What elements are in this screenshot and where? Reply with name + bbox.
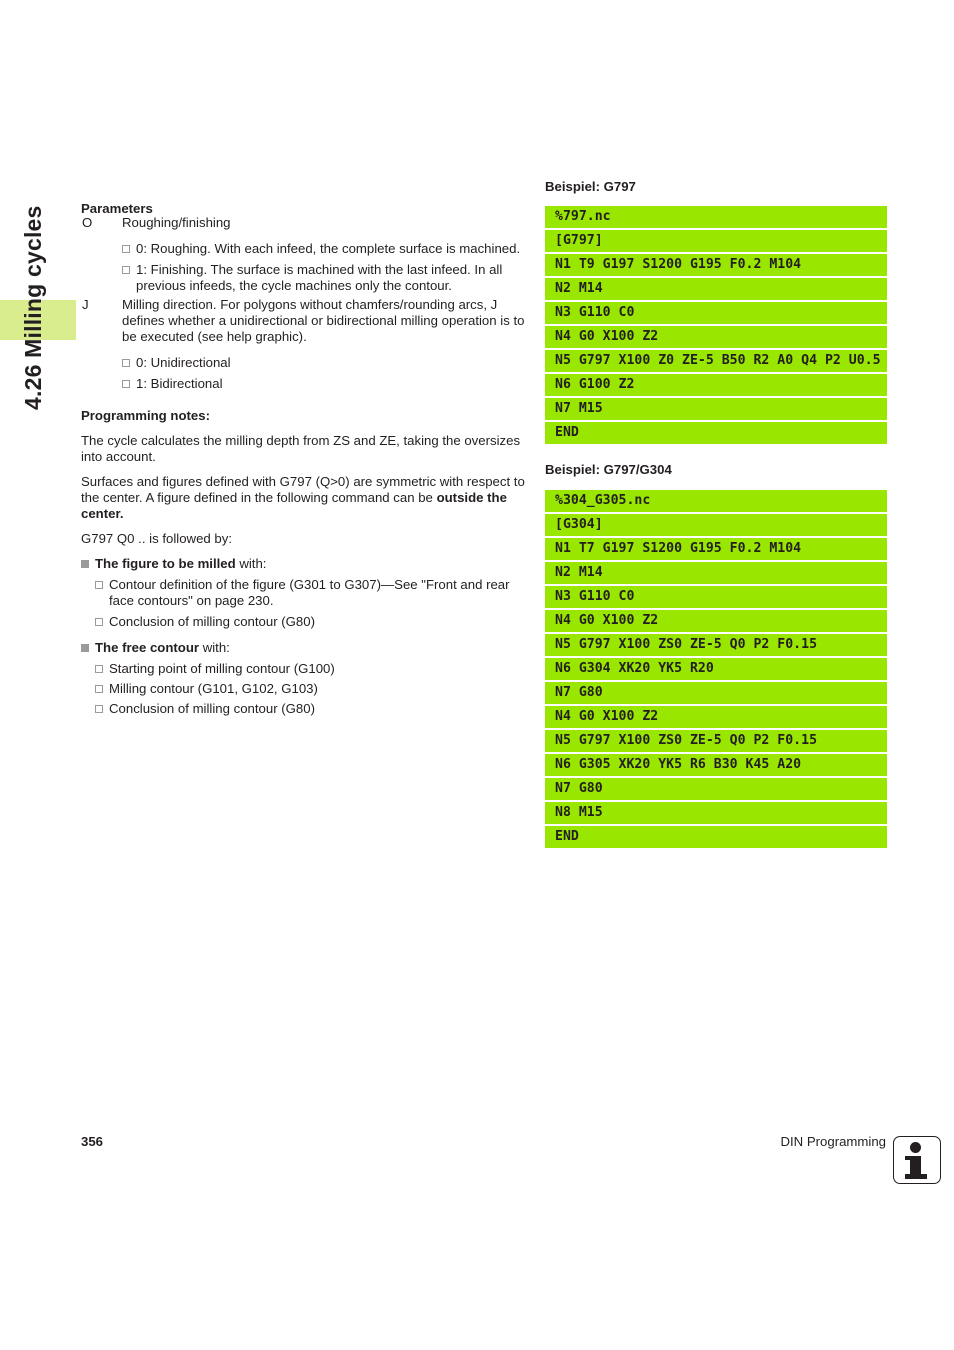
param-key: J — [82, 297, 89, 312]
code-line: N7 G80 — [545, 778, 887, 800]
note-paragraph: Surfaces and figures defined with G797 (Q>0) are symmetric with respect to the center. A figure defined in the following command can be outside the center. — [81, 474, 525, 521]
code-line: N4 G0 X100 Z2 — [545, 706, 887, 728]
bullet-icon — [81, 644, 89, 652]
bullet-icon — [122, 266, 130, 274]
free-contour-sublist — [81, 661, 526, 717]
code-line: N3 G110 C0 — [545, 302, 887, 324]
info-icon-dot — [910, 1142, 921, 1153]
figure-sublist — [81, 577, 526, 630]
info-icon — [893, 1136, 941, 1184]
list-item: 0: Unidirectional — [122, 355, 526, 371]
list-item: Milling contour (G101, G102, G103) — [95, 681, 526, 697]
j-options — [81, 355, 526, 392]
list-item: The figure to be milled with: — [81, 556, 526, 572]
list-item: Starting point of milling contour (G100) — [95, 661, 526, 677]
list-item: 1: Bidirectional — [122, 376, 526, 392]
page-number: 356 — [81, 1134, 104, 1149]
param-text: Roughing/finishing — [122, 215, 231, 230]
code-line: N2 M14 — [545, 562, 887, 584]
param-key: O — [82, 215, 93, 230]
parameters-heading: Parameters — [81, 201, 153, 216]
code-line: END — [545, 826, 887, 848]
list-item: The free contour with: — [81, 640, 526, 656]
code-line: N2 M14 — [545, 278, 887, 300]
info-icon-base — [905, 1174, 927, 1179]
list-item: Contour definition of the figure (G301 to G307)—See "Front and rear face contours" on page 230. — [95, 577, 526, 609]
code-line: %304_G305.nc — [545, 490, 887, 512]
code-line: N5 G797 X100 ZS0 ZE-5 Q0 P2 F0.15 — [545, 634, 887, 656]
code-line: N8 M15 — [545, 802, 887, 824]
example2-heading: Beispiel: G797/G304 — [545, 462, 672, 477]
code-line: N7 M15 — [545, 398, 887, 420]
list-item: 1: Finishing. The surface is machined with the last infeed. In all previous infeeds, the cycle machines only the contour. — [122, 262, 526, 294]
bullet-icon — [95, 665, 103, 673]
param-j — [81, 297, 526, 345]
example1-heading: Beispiel: G797 — [545, 179, 636, 194]
list-item: 0: Roughing. With each infeed, the complete surface is machined. — [122, 241, 526, 257]
bullet-icon — [95, 581, 103, 589]
note-paragraph: G797 Q0 .. is followed by: — [81, 531, 232, 546]
o-options — [81, 241, 526, 294]
code-line: %797.nc — [545, 206, 887, 228]
bullet-icon — [122, 359, 130, 367]
chapter-title: DIN Programming — [780, 1134, 886, 1149]
code-line: N6 G100 Z2 — [545, 374, 887, 396]
bullet-icon — [122, 245, 130, 253]
info-icon-stem — [910, 1156, 921, 1176]
code-line: N4 G0 X100 Z2 — [545, 610, 887, 632]
param-o — [81, 215, 526, 231]
bullet-icon — [122, 380, 130, 388]
example1-code — [545, 206, 887, 446]
code-line: N5 G797 X100 ZS0 ZE-5 Q0 P2 F0.15 — [545, 730, 887, 752]
code-line: N5 G797 X100 Z0 ZE-5 B50 R2 A0 Q4 P2 U0.5 — [545, 350, 887, 372]
code-line: END — [545, 422, 887, 444]
example2-code — [545, 490, 887, 850]
code-line: [G304] — [545, 514, 887, 536]
code-line: N3 G110 C0 — [545, 586, 887, 608]
code-line: [G797] — [545, 230, 887, 252]
programming-notes-heading: Programming notes: — [81, 408, 210, 423]
code-line: N6 G304 XK20 YK5 R20 — [545, 658, 887, 680]
list-item: Conclusion of milling contour (G80) — [95, 701, 526, 717]
bullet-icon — [95, 685, 103, 693]
left-column — [81, 201, 526, 717]
bullet-icon — [81, 560, 89, 568]
list-item: Conclusion of milling contour (G80) — [95, 614, 526, 630]
note-paragraph: The cycle calculates the milling depth from ZS and ZE, taking the oversizes into account. — [81, 433, 521, 464]
code-line: N6 G305 XK20 YK5 R6 B30 K45 A20 — [545, 754, 887, 776]
param-text: Milling direction. For polygons without chamfers/rounding arcs, J defines whether a unidirectional or bidirectional milling operation is to be executed (see help graphic). — [122, 297, 525, 344]
code-line: N1 T9 G197 S1200 G195 F0.2 M104 — [545, 254, 887, 276]
bullet-icon — [95, 705, 103, 713]
section-title: 4.26 Milling cycles — [20, 205, 46, 410]
code-line: N4 G0 X100 Z2 — [545, 326, 887, 348]
bullet-icon — [95, 618, 103, 626]
code-line: N1 T7 G197 S1200 G195 F0.2 M104 — [545, 538, 887, 560]
code-line: N7 G80 — [545, 682, 887, 704]
